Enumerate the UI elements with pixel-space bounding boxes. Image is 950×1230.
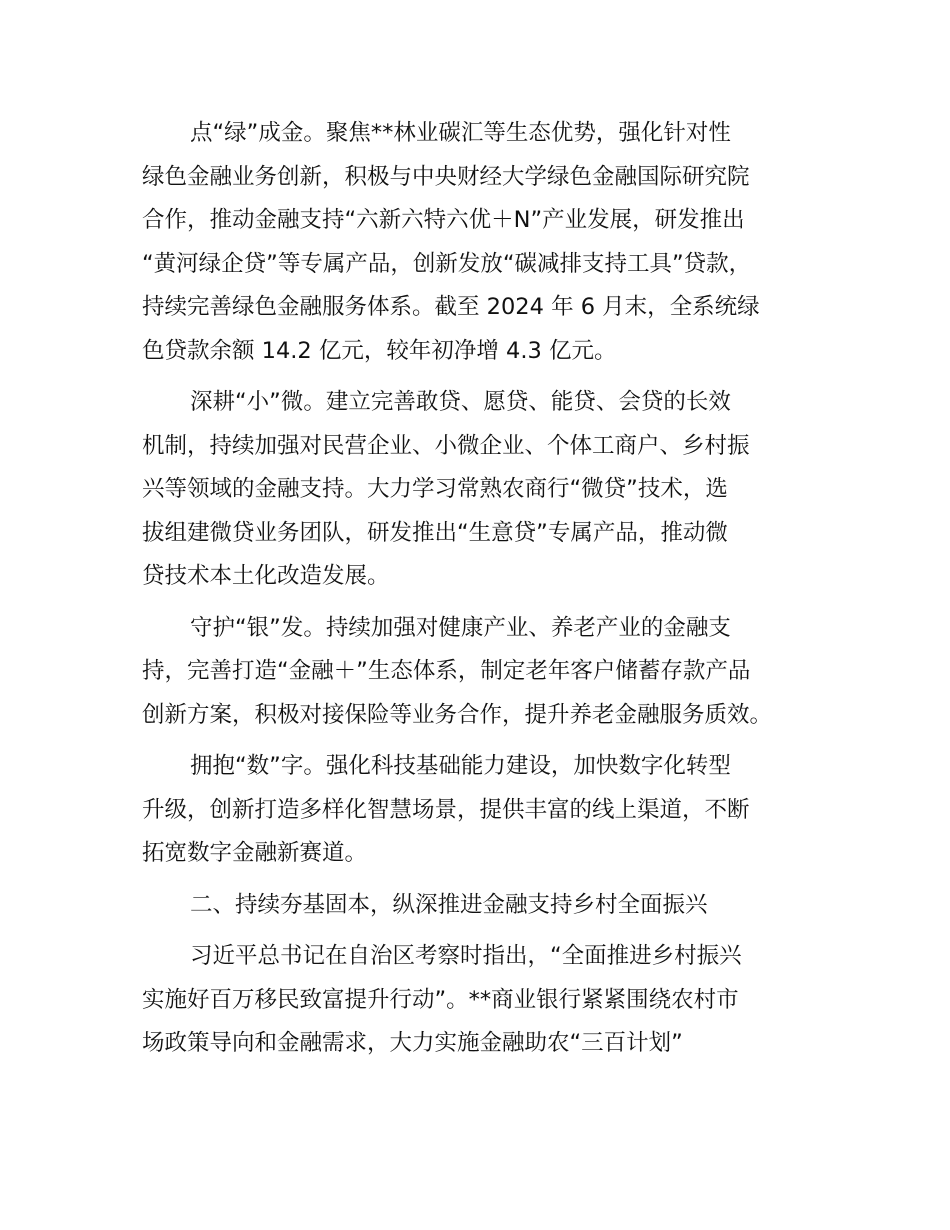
text-line: 守护“银”发。持续加强对健康产业、养老产业的金融支 <box>190 614 731 641</box>
text-line: 习近平总书记在自治区考察时指出，“全面推进乡村振兴 <box>190 943 742 969</box>
text-line: 场政策导向和金融需求，大力实施金融助农“三百计划” <box>142 1030 683 1056</box>
text-line: 升级，创新打造多样化智慧场景，提供丰富的线上渠道，不断 <box>142 796 750 823</box>
text-line: 持续完善绿色金融服务体系。截至 2024 年 6 月末，全系统绿 <box>142 294 760 320</box>
text-line: 色贷款余额 14.2 亿元，较年初净增 4.3 亿元。 <box>142 337 617 364</box>
text-line: 拔组建微贷业务团队，研发推出“生意贷”专属产品，推动微 <box>142 519 728 546</box>
text-line: 持，完善打造“金融＋”生态体系，制定老年客户储蓄存款产品 <box>142 658 751 684</box>
text-line: 点“绿”成金。聚焦**林业碳汇等生态优势，强化针对性 <box>190 120 731 146</box>
section-heading <box>142 884 832 928</box>
text-line: 拥抱“数”字。强化科技基础能力建设，加快数字化转型 <box>190 753 731 779</box>
paragraph-small-micro <box>142 381 832 599</box>
text-line: 绿色金融业务创新，积极与中央财经大学绿色金融国际研究院 <box>142 163 750 190</box>
paragraph-silver-economy <box>142 607 832 738</box>
text-line: 深耕“小”微。建立完善敢贷、愿贷、能贷、会贷的长效 <box>190 389 731 415</box>
text-line: 合作，推动金融支持“六新六特六优＋N”产业发展，研发推出 <box>142 207 745 233</box>
paragraph-rural-revitalization <box>142 935 832 1066</box>
document-body <box>142 112 832 1066</box>
text-line: 兴等领域的金融支持。大力学习常熟农商行“微贷”技术，选 <box>142 476 728 502</box>
paragraph-digital <box>142 745 832 876</box>
text-line: 创新方案，积极对接保险等业务合作，提升养老金融服务质效。 <box>142 701 773 728</box>
text-line: 拓宽数字金融新赛道。 <box>142 840 368 866</box>
text-line: 贷技术本土化改造发展。 <box>142 563 390 589</box>
text-line: 二、持续夯基固本，纵深推进金融支持乡村全面振兴 <box>190 891 708 918</box>
text-line: 机制，持续加强对民营企业、小微企业、个体工商户、乡村振 <box>142 432 750 459</box>
paragraph-green-finance <box>142 112 832 373</box>
text-line: 实施好百万移民致富提升行动”。**商业银行紧紧围绕农村市 <box>142 986 739 1013</box>
text-line: “黄河绿企贷”等专属产品，创新发放“碳减排支持工具”贷款， <box>142 250 752 277</box>
